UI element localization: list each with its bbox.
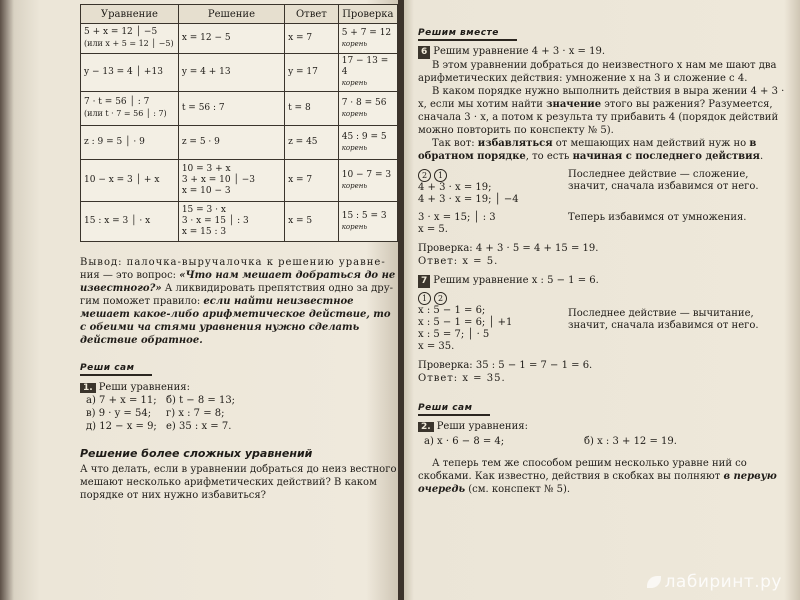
text-run-bold: значение <box>546 99 602 110</box>
step-row <box>418 169 790 206</box>
cell-answer: y = 17 <box>285 54 339 92</box>
example-6 <box>418 45 790 268</box>
task-list <box>418 436 790 447</box>
list-item: а) 7 + x = 11; <box>86 395 157 406</box>
task-title: Реши уравнения: <box>98 382 190 393</box>
right-page <box>404 0 800 600</box>
task-list <box>80 395 398 433</box>
table-row <box>81 160 398 202</box>
check-text: 10 − 7 = 3 <box>341 169 392 180</box>
equation-text: 5 + x = 12 │ −5 <box>84 27 158 37</box>
task-2 <box>418 421 790 447</box>
cell-check <box>338 92 397 126</box>
text-run: этого вы ражения? Разумеется, сначала 3 · x, а потом к результа ту прибавить 4 (порядок действий можно повторить по конспекту № 5). <box>418 99 779 136</box>
solution-line: x = 10 − 3 <box>181 186 231 196</box>
conclusion-question: «Что нам мешает добраться до не известного?» <box>80 270 396 294</box>
step-line: x : 5 = 7; │ · 5 <box>418 329 490 340</box>
order-circle: 1 <box>434 169 447 182</box>
check-text: 5 + 7 = 12 <box>341 27 392 38</box>
equation-alt-text: (или t · 7 = 56 │ : 7) <box>84 109 167 118</box>
root-label: корень <box>341 79 368 87</box>
step-line: x = 35. <box>418 341 455 352</box>
list-item: б) t − 8 = 13; <box>166 395 236 406</box>
task-number: 1. <box>80 383 96 393</box>
cell-answer: x = 7 <box>285 24 339 54</box>
cell-check <box>338 126 397 160</box>
step-note: Теперь избавимся от умножения. <box>568 212 747 223</box>
table-row <box>81 126 398 160</box>
leaf-logo-icon <box>647 576 661 588</box>
answer-line: Ответ: x = 35. <box>418 373 506 384</box>
example-7 <box>418 274 790 385</box>
answer-line: Ответ: x = 5. <box>418 256 499 267</box>
root-label: корень <box>341 222 368 231</box>
cell-equation: z : 9 = 5 │ · 9 <box>81 126 179 160</box>
cell-check <box>338 24 397 54</box>
list-item: в) 9 · y = 54; <box>86 408 152 419</box>
left-column <box>80 4 398 502</box>
cell-answer: t = 8 <box>285 92 339 126</box>
text-run-bold: в обратном порядке <box>418 138 757 162</box>
equations-table <box>80 4 398 242</box>
check-line: Проверка: 4 + 3 · 5 = 4 + 15 = 19. <box>418 243 599 254</box>
root-label: корень <box>341 39 368 48</box>
cell-solution: x = 12 − 5 <box>178 24 284 54</box>
table-row <box>81 92 398 126</box>
cell-equation: 10 − x = 3 │ + x <box>81 160 179 202</box>
paragraph: Так вот: избавляться от мешающих нам действий нуж но в обратном порядке, то есть начиная с последнего действия. <box>418 138 764 162</box>
conclusion-line: А ликвидировать препятствия одно за дру- <box>161 283 393 294</box>
text-run: (см. конспект № 5). <box>465 484 571 495</box>
text-run: Так вот: <box>432 138 478 149</box>
solve-yourself-section <box>80 355 398 433</box>
step-equations <box>418 169 568 206</box>
root-label: корень <box>341 109 368 118</box>
paragraph <box>418 85 790 137</box>
right-column <box>418 20 790 496</box>
check-text: 17 − 13 = 4 <box>341 56 389 77</box>
cell-check <box>338 54 397 92</box>
conclusion-line: ния — это вопрос: <box>80 270 180 281</box>
text-run: от мешающих нам действий нуж но <box>552 138 750 149</box>
example-title-row <box>418 45 790 59</box>
solution-line: x = 15 : 3 <box>181 227 227 237</box>
task-1 <box>80 382 398 433</box>
list-item: б) x : 3 + 12 = 19. <box>584 436 677 447</box>
conclusion-line: Вывод: палочка-выручалочка к решению уравне- <box>80 257 386 268</box>
watermark-text: лабиринт.ру <box>664 572 782 592</box>
section-band: Реши сам <box>418 403 490 416</box>
step-line: 4 + 3 · x = 19; │ −4 <box>418 194 519 205</box>
cell-equation <box>81 92 179 126</box>
check-text: 15 : 5 = 3 <box>341 210 387 221</box>
conclusion-line: гим поможет правило: <box>80 296 204 307</box>
solution-line: 15 = 3 · x <box>181 205 226 215</box>
table-row <box>81 54 398 92</box>
equation-text: 7 · t = 56 │ : 7 <box>84 97 150 107</box>
check-text: 7 · 8 = 56 <box>341 97 387 108</box>
conclusion-rule: если найти неизвестное мешает какое-либо арифметическое действие, то с обеими ча стями уравнения нужно сделать действие обратное. <box>80 296 391 346</box>
task-number: 2. <box>418 422 434 432</box>
table-row <box>81 202 398 242</box>
bottom-paragraph <box>418 457 790 496</box>
table-header-row <box>81 5 398 24</box>
example-number: 6 <box>418 46 430 59</box>
step-note: Последнее действие — сложение, значит, сначала избавимся от него. <box>568 169 759 192</box>
example-number: 7 <box>418 275 430 288</box>
example-title: Решим уравнение 4 + 3 · x = 19. <box>433 46 605 57</box>
conclusion-paragraph <box>80 256 398 347</box>
cell-check <box>338 160 397 202</box>
section-band: Решим вместе <box>418 28 517 41</box>
step-note: Последнее действие — вычитание, значит, сначала избавимся от него. <box>568 308 759 331</box>
section-heading: Решение более сложных уравнений <box>80 447 313 460</box>
task-title: Реши уравнения: <box>436 421 528 432</box>
cell-check <box>338 202 397 242</box>
cell-answer: z = 45 <box>285 126 339 160</box>
bottom-paragraph: А что делать, если в уравнении добраться до неиз вестного мешают несколько арифметических действий? В каком порядке от них нужно избавиться? <box>80 464 397 501</box>
cell-answer: x = 7 <box>285 160 339 202</box>
check-line: Проверка: 35 : 5 − 1 = 7 − 1 = 6. <box>418 360 593 371</box>
step-line: x = 5. <box>418 224 448 235</box>
step-equations <box>418 292 568 353</box>
text-run-bold: избавляться <box>477 138 553 149</box>
solution-line: 3 · x = 15 │ : 3 <box>181 216 249 226</box>
solution-line: 10 = 3 + x <box>181 164 231 174</box>
list-item: г) x : 7 = 8; <box>166 408 225 419</box>
list-item: д) 12 − x = 9; <box>86 421 157 432</box>
order-circle: 2 <box>418 169 431 182</box>
step-line: x : 5 − 1 = 6; <box>418 305 486 316</box>
text-run: А теперь тем же способом решим несколько уравне ний со скобками. Как известно, действия в скобках вы полняют <box>418 458 747 482</box>
cell-solution <box>178 202 284 242</box>
text-run-bold: в первую очередь <box>418 471 777 495</box>
text-run-bold: начиная с последнего действия <box>572 151 760 162</box>
cell-answer: x = 5 <box>285 202 339 242</box>
step-row <box>418 292 790 353</box>
example-title: Решим уравнение x : 5 − 1 = 6. <box>433 275 599 286</box>
step-line: 4 + 3 · x = 19; <box>418 182 492 193</box>
conclusion-body <box>80 269 398 347</box>
paragraph: В этом уравнении добраться до неизвестного x нам ме шают два арифметических действия: умножение x на 3 и сложение с 4. <box>418 60 777 84</box>
solution-line: 3 + x = 10 │ −3 <box>181 175 256 185</box>
order-circle: 2 <box>434 292 447 305</box>
left-page <box>0 0 398 600</box>
header-check: Проверка <box>338 5 397 24</box>
equation-alt-text: (или x + 5 = 12 │ −5) <box>84 39 174 48</box>
root-label: корень <box>341 143 368 152</box>
check-text: 45 : 9 = 5 <box>341 131 387 142</box>
cell-equation <box>81 24 179 54</box>
watermark <box>647 572 782 592</box>
cell-equation: y − 13 = 4 │ +13 <box>81 54 179 92</box>
step-equations <box>418 212 568 236</box>
step-line: x : 5 − 1 = 6; │ +1 <box>418 317 513 328</box>
root-label: корень <box>341 181 368 190</box>
header-solution: Решение <box>178 5 284 24</box>
example-title-row <box>418 274 790 288</box>
cell-solution: z = 5 · 9 <box>178 126 284 160</box>
header-answer: Ответ <box>285 5 339 24</box>
step-row <box>418 212 790 236</box>
section-band: Реши сам <box>80 363 152 376</box>
cell-equation: 15 : x = 3 │ · x <box>81 202 179 242</box>
list-item: а) x · 6 − 8 = 4; <box>424 436 505 447</box>
header-equation: Уравнение <box>81 5 179 24</box>
order-circle: 1 <box>418 292 431 305</box>
cell-solution: t = 56 : 7 <box>178 92 284 126</box>
solution-steps <box>418 169 790 236</box>
cell-solution: y = 4 + 13 <box>178 54 284 92</box>
solve-yourself-section <box>418 395 790 447</box>
cell-solution <box>178 160 284 202</box>
list-item: е) 35 : x = 7. <box>166 421 232 432</box>
text-run: , то есть <box>525 151 573 162</box>
table-row <box>81 24 398 54</box>
text-run: В каком порядке нужно выполнить действия в выра жении 4 + 3 · x, если мы хотим найти <box>418 86 785 110</box>
step-line: 3 · x = 15; │ : 3 <box>418 212 496 223</box>
